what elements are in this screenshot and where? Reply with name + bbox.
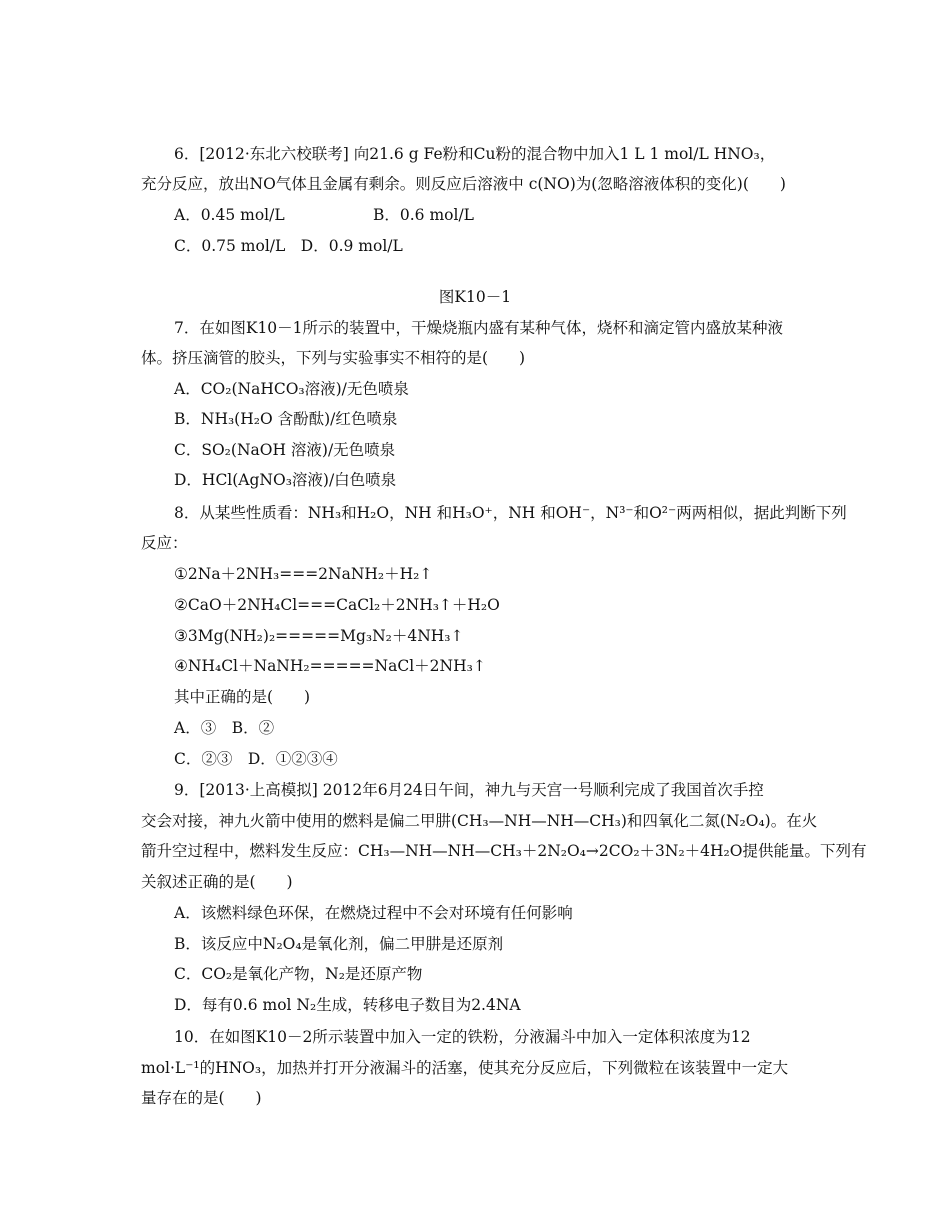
q8-reaction-2: ②CaO＋2NH₄Cl===CaCl₂＋2NH₃↑＋H₂O — [174, 596, 500, 614]
q8-line-1: 8．从某些性质看：NH₃和H₂O，NH 和H₃O⁺，NH 和OH⁻，N³⁻和O²⁻两两相似，据此判断下列 — [174, 504, 847, 522]
q6-line-2: 充分反应，放出NO气体且金属有剩余。则反应后溶液中 c(NO)为(忽略溶液体积的变化)( ) — [141, 175, 786, 193]
q9-option-b: B．该反应中N₂O₄是氧化剂，偏二甲肼是还原剂 — [174, 935, 504, 953]
q8-option-c-d: C．②③ D．①②③④ — [174, 750, 338, 768]
q10-line-1: 10．在如图K10－2所示装置中加入一定的铁粉，分液漏斗中加入一定体积浓度为12 — [174, 1028, 751, 1046]
q7-option-a: A．CO₂(NaHCO₃溶液)/无色喷泉 — [174, 380, 409, 398]
q9-option-c: C．CO₂是氧化产物，N₂是还原产物 — [174, 965, 423, 983]
q6-option-a: A．0.45 mol/L — [174, 206, 285, 224]
q9-option-d: D．每有0.6 mol N₂生成，转移电子数目为2.4NA — [174, 996, 521, 1014]
q8-option-a-b: A．③ B．② — [174, 719, 275, 737]
q7-option-c: C．SO₂(NaOH 溶液)/无色喷泉 — [174, 441, 396, 459]
q10-line-3: 量存在的是( ) — [141, 1089, 262, 1107]
q9-line-3: 箭升空过程中，燃料发生反应：CH₃—NH—NH—CH₃＋2N₂O₄→2CO₂＋3N₂＋4H₂O提供能量。下列有 — [141, 842, 867, 860]
q7-option-b: B．NH₃(H₂O 含酚酞)/红色喷泉 — [174, 410, 398, 428]
q8-reaction-4: ④NH₄Cl＋NaNH₂=====NaCl＋2NH₃↑ — [174, 657, 486, 675]
q9-option-a: A．该燃料绿色环保，在燃烧过程中不会对环境有任何影响 — [174, 904, 573, 922]
q7-option-d: D．HCl(AgNO₃溶液)/白色喷泉 — [174, 471, 397, 489]
figure-caption: 图K10－1 — [438, 288, 512, 306]
q7-line-1: 7．在如图K10－1所示的装置中，干燥烧瓶内盛有某种气体，烧杯和滴定管内盛放某种液 — [174, 319, 784, 337]
q9-line-2: 交会对接，神九火箭中使用的燃料是偏二甲肼(CH₃—NH—NH—CH₃)和四氧化二氮(N₂O₄)。在火 — [141, 812, 818, 830]
q9-line-4: 关叙述正确的是( ) — [141, 873, 293, 891]
q7-line-2: 体。挤压滴管的胶头，下列与实验事实不相符的是( ) — [141, 349, 526, 367]
q8-line-2: 反应： — [141, 534, 188, 552]
q9-line-1: 9．[2013·上高模拟] 2012年6月24日午间，神九与天宫一号顺利完成了我国首次手控 — [174, 781, 764, 799]
q8-reaction-1: ①2Na＋2NH₃===2NaNH₂＋H₂↑ — [174, 565, 433, 583]
q6-line-1: 6．[2012·东北六校联考] 向21.6 g Fe粉和Cu粉的混合物中加入1 L 1 mol/L HNO₃， — [174, 145, 776, 163]
q8-reaction-3: ③3Mg(NH₂)₂=====Mg₃N₂＋4NH₃↑ — [174, 627, 464, 645]
q10-line-2: mol·L⁻¹的HNO₃，加热并打开分液漏斗的活塞，使其充分反应后，下列微粒在该装置中一定大 — [141, 1059, 789, 1077]
q6-option-c-d: C．0.75 mol/L D．0.9 mol/L — [174, 237, 403, 255]
q6-option-b: B．0.6 mol/L — [373, 206, 474, 224]
q8-stem: 其中正确的是( ) — [174, 688, 311, 706]
